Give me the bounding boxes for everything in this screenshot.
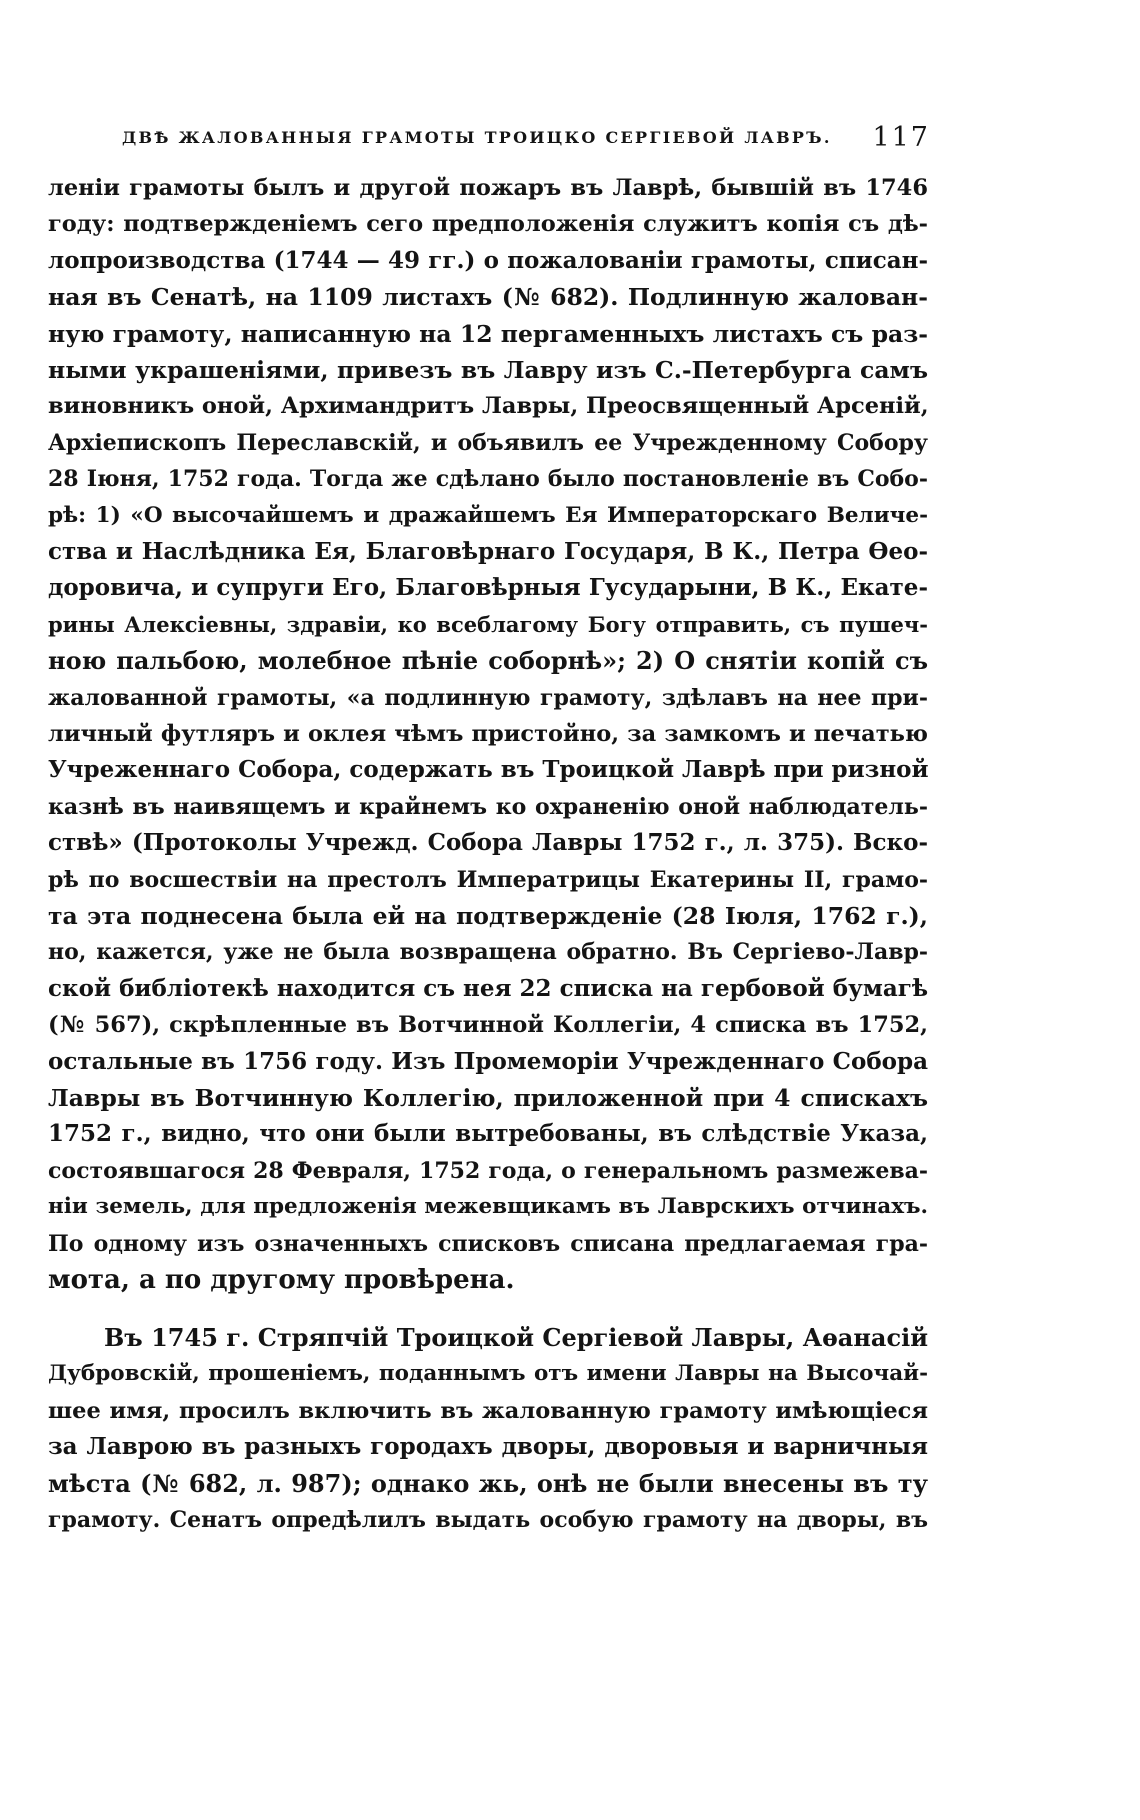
text-line: Архіепископъ Переславскій, и объявилъ ее Учрежденному Собору: [48, 430, 928, 456]
text-line: казнѣ въ наивящемъ и крайнемъ ко охраненію оной наблюдатель-: [48, 794, 928, 820]
text-line: (№ 567), скрѣпленные въ Вотчинной Коллегіи, 4 списка въ 1752,: [48, 1012, 928, 1038]
text-line: виновникъ оной, Архимандритъ Лавры, Преосвященный Арсеній,: [48, 393, 929, 419]
text-line: мота, а по другому провѣрена.: [48, 1265, 515, 1295]
text-line: рѣ: 1) «О высочайшемъ и дражайшемъ Ея Императорскаго Величе-: [48, 503, 928, 528]
text-line: Лавры въ Вотчинную Коллегію, приложенной при 4 спискахъ: [48, 1084, 928, 1112]
text-line: остальные въ 1756 году. Изъ Промеморіи Учрежденнаго Собора: [48, 1048, 928, 1075]
text-line: 1752 г., видно, что они были вытребованы, въ слѣдствіе Указа,: [48, 1120, 928, 1147]
text-line: ная въ Сенатѣ, на 1109 листахъ (№ 682). Подлинную жалован-: [48, 283, 928, 311]
text-line: ною пальбою, молебное пѣніе соборнѣ»; 2) О снятіи копій съ: [48, 646, 928, 675]
text-line: леніи грамоты былъ и другой пожаръ въ Лаврѣ, бывшій въ 1746: [48, 175, 928, 201]
running-head: [120, 122, 930, 158]
text-line: ную грамоту, написанную на 12 пергаменныхъ листахъ съ раз-: [48, 320, 928, 348]
text-line: Дубровскій, прошеніемъ, поданнымъ отъ имени Лавры на Высочай-: [48, 1361, 928, 1386]
text-line: Въ 1745 г. Стряпчій Троицкой Сергіевой Лавры, Аѳанасій: [104, 1323, 928, 1352]
text-line: шее имя, просилъ включить въ жалованную грамоту имѣющіеся: [48, 1398, 928, 1424]
text-line: мѣста (№ 682, л. 987); однако жь, онѣ не были внесены въ ту: [48, 1469, 928, 1498]
text-line: состоявшагося 28 Февраля, 1752 года, о генеральномъ размежева-: [48, 1158, 928, 1184]
text-line: рины Алексіевны, здравіи, ко всеблагому Богу отправить, съ пушеч-: [48, 612, 928, 637]
text-line: По одному изъ означенныхъ списковъ списана предлагаемая гра-: [48, 1231, 928, 1257]
text-line: Учреженнаго Собора, содержать въ Троицкой Лаврѣ при ризной: [48, 756, 929, 783]
text-line: ствѣ» (Протоколы Учрежд. Собора Лавры 1752 г., л. 375). Вско-: [48, 829, 928, 856]
text-line: лопроизводства (1744 — 49 гг.) о пожалованіи грамоты, списан-: [48, 247, 928, 274]
text-line: рѣ по восшествіи на престолъ Императрицы Екатерины II, грамо-: [48, 867, 928, 893]
text-line: ными украшеніями, привезъ въ Лавру изъ С.-Петербурга самъ: [48, 356, 928, 384]
text-line: 28 Іюня, 1752 года. Тогда же сдѣлано было постановленіе въ Собо-: [48, 466, 928, 492]
text-line: доровича, и супруги Его, Благовѣрныя Гусударыни, В К., Екате-: [48, 574, 928, 601]
page-number: 117: [872, 122, 930, 153]
text-line: ской библіотекѣ находится съ нея 22 списка на гербовой бумагѣ: [48, 975, 928, 1002]
text-line: личный футляръ и оклея чѣмъ пристойно, за замкомъ и печатью: [48, 721, 928, 747]
text-line: ства и Наслѣдника Ея, Благовѣрнаго Государя, В К., Петра Ѳео-: [48, 538, 928, 565]
text-line: но, кажется, уже не была возвращена обратно. Въ Сергіево-Лавр-: [48, 939, 928, 965]
running-title: ДВѢ ЖАЛОВАННЫЯ ГРАМОТЫ ТРОИЦКО СЕРГІЕВОЙ ЛАВРЪ.: [122, 128, 832, 147]
text-line: ніи земель, для предложенія межевщикамъ въ Лаврскихъ отчинахъ.: [48, 1194, 928, 1219]
text-line: за Лаврою въ разныхъ городахъ дворы, дворовыя и варничныя: [48, 1433, 928, 1460]
text-line: грамоту. Сенатъ опредѣлилъ выдать особую грамоту на дворы, въ: [48, 1507, 928, 1533]
text-line: году: подтвержденіемъ сего предположенія служитъ копія съ дѣ-: [48, 211, 928, 237]
text-line: та эта поднесена была ей на подтвержденіе (28 Іюля, 1762 г.),: [48, 902, 928, 930]
text-line: жалованной грамоты, «а подлинную грамоту, здѣлавъ на нее при-: [48, 685, 928, 711]
